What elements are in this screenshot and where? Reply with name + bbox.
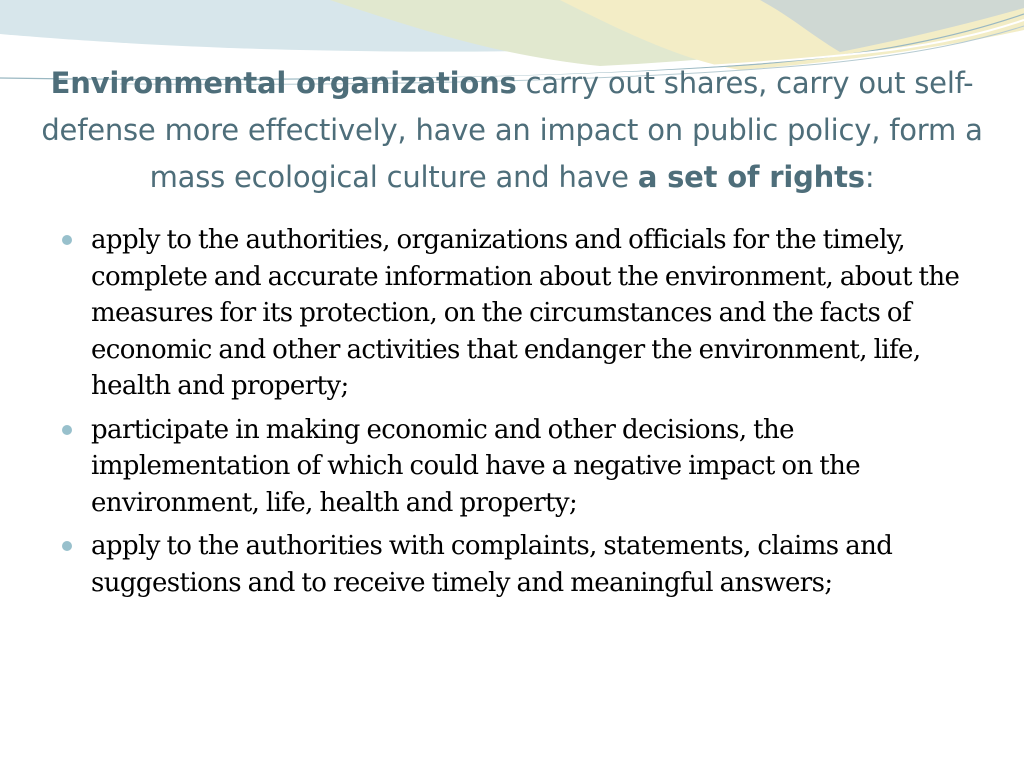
bullet-text: participate in making economic and other decisions, the implementation of which could have a negative impact on the environment, life, health and property; xyxy=(91,414,861,518)
title-bold-lead: Environmental organizations xyxy=(50,66,517,100)
title-text-mid: carry out shares, carry out self-defense more effectively, have an impact on public policy, form a mass ecological culture and have xyxy=(41,66,983,194)
bullet-item xyxy=(62,528,972,601)
bullet-item xyxy=(62,412,972,522)
bullet-item xyxy=(62,222,972,405)
bullet-dot-icon xyxy=(62,541,72,551)
bullet-list xyxy=(62,222,972,608)
bullet-text: apply to the authorities, organizations and officials for the timely, complete and accurate information about the environment, about the measures for its protection, on the circumstances and the facts of economic and other activities that endanger the environment, life, health and property; xyxy=(91,225,960,401)
bullet-dot-icon xyxy=(62,235,72,245)
title-bold-tail: a set of rights xyxy=(637,160,865,194)
bullet-dot-icon xyxy=(62,425,72,435)
slide-title xyxy=(20,60,1004,201)
bullet-text: apply to the authorities with complaints, statements, claims and suggestions and to receive timely and meaningful answers; xyxy=(91,531,893,598)
title-trail: : xyxy=(864,160,875,194)
